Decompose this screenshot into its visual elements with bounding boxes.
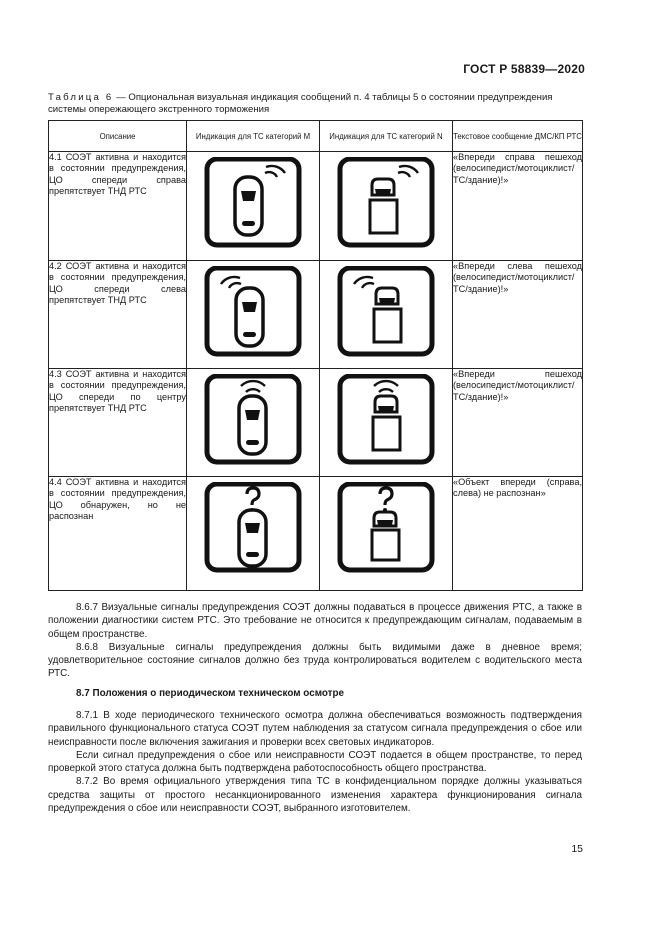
standard-number: ГОСТ Р 58839—2020 (463, 62, 585, 76)
table-caption-label: Таблица 6 (48, 92, 114, 103)
paragraph: 8.6.8 Визуальные сигналы предупреждения должны быть видимыми даже в дневное время; удовлетворительное состояние сигналов должно без труда контролироваться водителем с водительского места РТС. (48, 641, 582, 680)
table-row (49, 369, 583, 477)
car-warning-unknown-object-icon (203, 482, 303, 574)
col-header-category-n: Индикация для ТС категорий N (320, 121, 453, 152)
row-description: 4.2 СОЭТ активна и находится в состоянии предупреждения, ЦО спереди слева препятствует ТНД РТС (49, 261, 187, 369)
col-header-description: Описание (49, 121, 187, 152)
row-description: 4.1 СОЭТ активна и находится в состоянии предупреждения, ЦО спереди справа препятствует ТНД РТС (49, 152, 187, 261)
indication-table (48, 120, 583, 591)
paragraph: 8.6.7 Визуальные сигналы предупреждения СОЭТ должны подаваться в процессе движения РТС, а также в положении диагностики систем РТС. Это требование не относится к предупреждающим сигналам, подаваемым в общем пространстве. (48, 602, 582, 640)
page-number: 15 (571, 843, 583, 855)
row-message: «Впереди справа пешеход (велосипедист/мотоциклист/ТС/здание)!» (453, 152, 583, 261)
table-row (49, 152, 583, 261)
table-header-row (49, 121, 583, 152)
car-warning-front-right-icon (203, 157, 303, 249)
row-message: «Впереди пешеход (велосипедист/мотоциклист/ТС/здание)!» (453, 369, 583, 477)
row-message: «Впереди слева пешеход (велосипедист/мотоциклист/ТС/здание)!» (453, 261, 583, 369)
car-warning-front-left-icon (203, 266, 303, 358)
car-warning-front-center-icon (203, 374, 303, 466)
col-header-category-m: Индикация для ТС категорий M (187, 121, 320, 152)
col-header-text-message: Текстовое сообщение ДМС/КП РТС (453, 121, 583, 152)
paragraph: Если сигнал предупреждения о сбое или неисправности СОЭТ подается в общем пространстве, то перед проверкой этого статуса должна быть подтверждена работоспособность общего пространства. (48, 749, 582, 775)
table-caption-text: — Опциональная визуальная индикация сообщений п. 4 таблицы 5 о состоянии предупреждения системы опережающего экстренного торможения (48, 92, 553, 115)
paragraph: 8.7.2 Во время официального утверждения типа ТС в конфиденциальном порядке должны указываться средства защиты от простого несанкционированного изменения характера функционирования сигнала предупреждения о сбое или неисправности СОЭТ, выбранного изготовителем. (48, 776, 582, 815)
table-caption (48, 92, 582, 116)
paragraph: 8.7.1 В ходе периодического технического осмотра должна обеспечиваться возможность подтверждения правильного функционального статуса СОЭТ путем наблюдения за статусом сигнала предупреждения о сбое или неисправности после включения зажигания и проверки всех световых индикаторов. (48, 710, 582, 748)
row-description: 4.4 СОЭТ активна и находится в состоянии предупреждения, ЦО обнаружен, но не распознан (49, 477, 187, 591)
row-description: 4.3 СОЭТ активна и находится в состоянии предупреждения, ЦО спереди по центру препятствует ТНД РТС (49, 369, 187, 477)
truck-warning-unknown-object-icon (336, 482, 436, 574)
table-row (49, 261, 583, 369)
truck-warning-front-center-icon (336, 374, 436, 466)
row-message: «Объект впереди (справа, слева) не распознан» (453, 477, 583, 591)
section-heading: 8.7 Положения о периодическом техническом осмотре (76, 688, 345, 699)
truck-warning-front-left-icon (336, 266, 436, 358)
truck-warning-front-right-icon (336, 157, 436, 249)
paragraphs-8-6 (48, 601, 582, 681)
table-row (49, 477, 583, 591)
paragraphs-8-7 (48, 709, 582, 815)
